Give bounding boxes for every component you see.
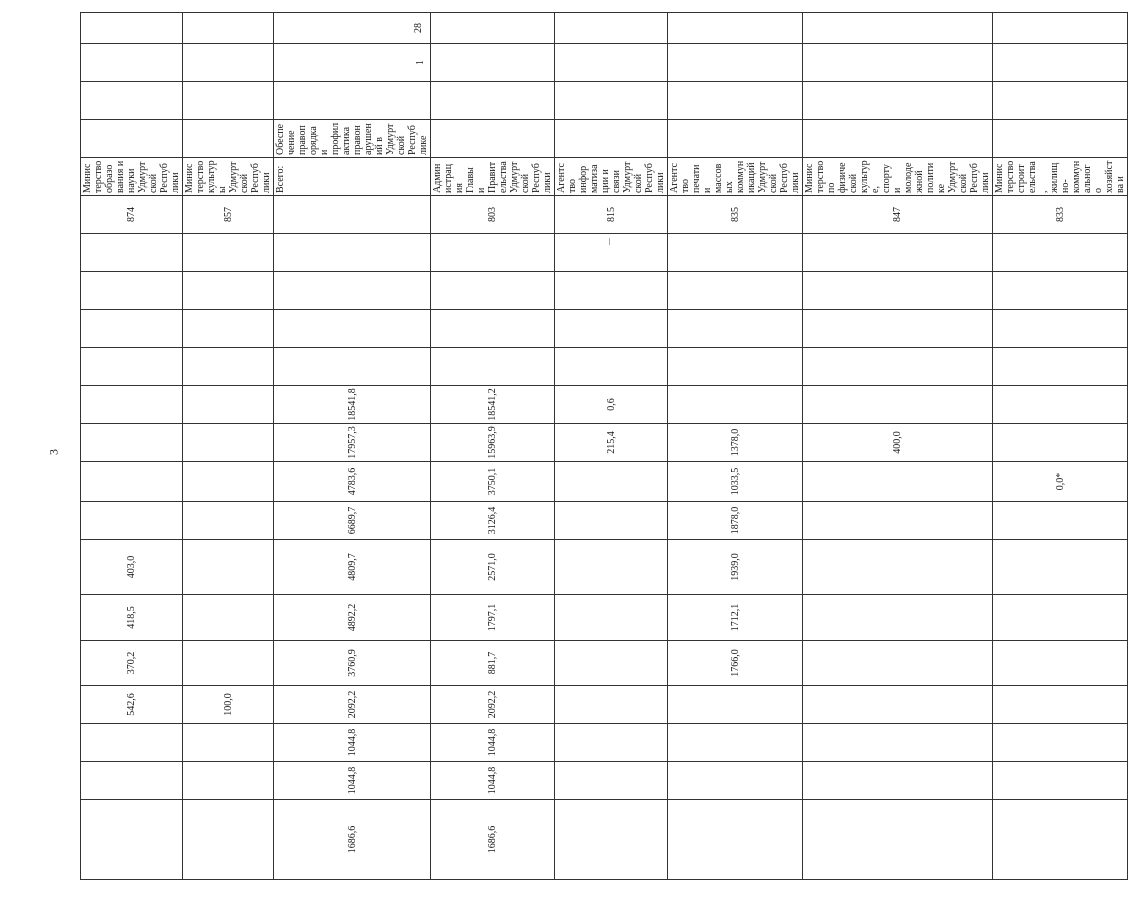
value-cell xyxy=(431,272,555,310)
row-number-cell xyxy=(555,13,668,44)
value-cell xyxy=(993,386,1128,424)
value-cell: 2092,2 xyxy=(431,686,555,724)
program-name-cell xyxy=(668,120,803,158)
value-cell: 17957,3 xyxy=(274,424,431,462)
value-cell: 418,5 xyxy=(81,595,183,641)
row-number-cell xyxy=(183,13,274,44)
value-cell xyxy=(993,234,1128,272)
value-cell xyxy=(274,310,431,348)
value-cell xyxy=(555,686,668,724)
value-cell xyxy=(555,724,668,762)
value-cell xyxy=(993,800,1128,880)
table-row xyxy=(668,13,803,880)
value-cell xyxy=(668,762,803,800)
rotated-table-container xyxy=(80,15,1126,880)
value-cell xyxy=(993,641,1128,686)
value-cell xyxy=(183,424,274,462)
value-cell xyxy=(183,310,274,348)
row-number-cell xyxy=(81,13,183,44)
value-cell: 6689,7 xyxy=(274,502,431,540)
program-name-cell xyxy=(431,120,555,158)
value-cell xyxy=(993,424,1128,462)
value-cell xyxy=(81,800,183,880)
value-cell xyxy=(803,310,993,348)
value-cell: 18541,2 xyxy=(431,386,555,424)
value-cell xyxy=(803,724,993,762)
value-cell: 0,6 xyxy=(555,386,668,424)
value-cell xyxy=(81,462,183,502)
empty-cell xyxy=(993,82,1128,120)
program-name-cell xyxy=(81,120,183,158)
row-number-cell: 28 xyxy=(274,13,431,44)
subprogram-number-cell xyxy=(993,44,1128,82)
value-cell xyxy=(803,386,993,424)
value-cell xyxy=(183,800,274,880)
program-name-cell: Обеспечение правопорядка и профилактика правонарушений в Удмуртской Республике xyxy=(274,120,431,158)
value-cell: 4809,7 xyxy=(274,540,431,595)
executor-name-cell: Министерство строительства, жилищно-коммунального хозяйства и xyxy=(993,158,1128,196)
value-cell xyxy=(183,724,274,762)
table-row xyxy=(81,13,183,880)
value-cell xyxy=(81,272,183,310)
ministry-code-cell: 833 xyxy=(993,196,1128,234)
value-cell: 1378,0 xyxy=(668,424,803,462)
value-cell xyxy=(668,272,803,310)
value-cell xyxy=(431,310,555,348)
ministry-code-cell: 835 xyxy=(668,196,803,234)
value-cell: 403,0 xyxy=(81,540,183,595)
program-name-cell xyxy=(803,120,993,158)
value-cell: 2571,0 xyxy=(431,540,555,595)
row-number-cell xyxy=(668,13,803,44)
value-cell: 3750,1 xyxy=(431,462,555,502)
value-cell xyxy=(183,595,274,641)
value-cell: 1044,8 xyxy=(274,762,431,800)
value-cell xyxy=(183,540,274,595)
value-cell: 1044,8 xyxy=(431,724,555,762)
value-cell xyxy=(803,686,993,724)
empty-cell xyxy=(555,82,668,120)
value-cell xyxy=(993,540,1128,595)
value-cell xyxy=(555,348,668,386)
value-cell xyxy=(993,310,1128,348)
value-cell: 4892,2 xyxy=(274,595,431,641)
value-cell xyxy=(993,502,1128,540)
value-cell xyxy=(803,641,993,686)
value-cell xyxy=(555,502,668,540)
value-cell: 1939,0 xyxy=(668,540,803,595)
value-cell xyxy=(803,762,993,800)
value-cell: 0,0* xyxy=(993,462,1128,502)
value-cell xyxy=(668,234,803,272)
value-cell xyxy=(183,462,274,502)
value-cell: 18541,8 xyxy=(274,386,431,424)
program-name-cell xyxy=(993,120,1128,158)
value-cell: 370,2 xyxy=(81,641,183,686)
value-cell xyxy=(668,348,803,386)
value-cell xyxy=(803,272,993,310)
value-cell xyxy=(803,595,993,641)
value-cell xyxy=(993,272,1128,310)
value-cell: 100,0 xyxy=(183,686,274,724)
budget-table xyxy=(80,12,1128,880)
value-cell xyxy=(668,686,803,724)
table-row xyxy=(274,13,431,880)
value-cell: 1044,8 xyxy=(274,724,431,762)
value-cell: 3126,4 xyxy=(431,502,555,540)
value-cell xyxy=(183,272,274,310)
value-cell xyxy=(668,724,803,762)
value-cell xyxy=(183,234,274,272)
subprogram-number-cell xyxy=(81,44,183,82)
executor-name-cell: Агентство печати и массовых коммуникаций Удмуртской Республики xyxy=(668,158,803,196)
value-cell: 2092,2 xyxy=(274,686,431,724)
value-cell xyxy=(183,348,274,386)
ministry-code-cell: 847 xyxy=(803,196,993,234)
value-cell xyxy=(555,762,668,800)
value-cell: 1044,8 xyxy=(431,762,555,800)
ministry-code-cell: 874 xyxy=(81,196,183,234)
table-row xyxy=(993,13,1128,880)
empty-cell xyxy=(183,82,274,120)
table-row xyxy=(803,13,993,880)
subprogram-number-cell xyxy=(803,44,993,82)
value-cell xyxy=(993,348,1128,386)
value-cell xyxy=(668,800,803,880)
empty-cell xyxy=(81,82,183,120)
value-cell xyxy=(81,234,183,272)
value-cell: 1686,6 xyxy=(431,800,555,880)
empty-cell xyxy=(668,82,803,120)
value-cell xyxy=(555,800,668,880)
value-cell xyxy=(803,540,993,595)
value-cell xyxy=(993,762,1128,800)
value-cell: 1712,1 xyxy=(668,595,803,641)
value-cell xyxy=(993,595,1128,641)
value-cell xyxy=(993,686,1128,724)
empty-cell xyxy=(803,82,993,120)
executor-name-cell: Агентство информатизации и связи Удмуртской Республики xyxy=(555,158,668,196)
row-number-cell xyxy=(431,13,555,44)
value-cell xyxy=(81,724,183,762)
value-cell xyxy=(668,386,803,424)
value-cell: 1797,1 xyxy=(431,595,555,641)
value-cell xyxy=(431,348,555,386)
value-cell xyxy=(274,234,431,272)
subprogram-number-cell xyxy=(555,44,668,82)
ministry-code-cell: 815 xyxy=(555,196,668,234)
value-cell xyxy=(668,310,803,348)
value-cell xyxy=(81,348,183,386)
value-cell xyxy=(431,234,555,272)
value-cell xyxy=(274,348,431,386)
subprogram-number-cell xyxy=(431,44,555,82)
table-row xyxy=(183,13,274,880)
value-cell xyxy=(81,502,183,540)
value-cell xyxy=(81,424,183,462)
value-cell xyxy=(803,502,993,540)
program-name-cell xyxy=(183,120,274,158)
value-cell xyxy=(183,762,274,800)
value-cell xyxy=(555,310,668,348)
value-cell: 1686,6 xyxy=(274,800,431,880)
table-row xyxy=(555,13,668,880)
value-cell xyxy=(183,502,274,540)
subprogram-number-cell: 1 xyxy=(274,44,431,82)
page-number: 3 xyxy=(46,449,61,455)
empty-cell xyxy=(431,82,555,120)
empty-cell xyxy=(274,82,431,120)
value-cell xyxy=(555,595,668,641)
value-cell: 215,4 xyxy=(555,424,668,462)
value-cell xyxy=(993,724,1128,762)
value-cell: 542,6 xyxy=(81,686,183,724)
ministry-code-cell xyxy=(274,196,431,234)
executor-name-cell: Министерство культуры Удмуртской Республики xyxy=(183,158,274,196)
value-cell xyxy=(803,800,993,880)
value-cell xyxy=(81,762,183,800)
value-cell: 1878,0 xyxy=(668,502,803,540)
value-cell xyxy=(555,540,668,595)
ministry-code-cell: 857 xyxy=(183,196,274,234)
value-cell xyxy=(555,234,668,272)
value-cell: 4783,6 xyxy=(274,462,431,502)
executor-name-cell: Министерство образования и науки Удмуртской Республики xyxy=(81,158,183,196)
subprogram-number-cell xyxy=(183,44,274,82)
value-cell xyxy=(555,641,668,686)
value-cell xyxy=(274,272,431,310)
ministry-code-cell: 803 xyxy=(431,196,555,234)
executor-name-cell: Всего: xyxy=(274,158,431,196)
executor-name-cell: Министерство по физической культуре, спорту и молодежной политике Удмуртской Республики xyxy=(803,158,993,196)
value-cell xyxy=(803,462,993,502)
value-cell xyxy=(803,234,993,272)
value-cell: 881,7 xyxy=(431,641,555,686)
subprogram-number-cell xyxy=(668,44,803,82)
value-cell xyxy=(81,310,183,348)
value-cell xyxy=(81,386,183,424)
value-cell xyxy=(555,272,668,310)
program-name-cell xyxy=(555,120,668,158)
value-cell: 400,0 xyxy=(803,424,993,462)
value-cell xyxy=(183,386,274,424)
value-cell: 15963,9 xyxy=(431,424,555,462)
value-cell: 1766,0 xyxy=(668,641,803,686)
value-cell xyxy=(555,462,668,502)
value-cell: 1033,5 xyxy=(668,462,803,502)
executor-name-cell: Администрация Главы и Правительства Удмуртской Республики xyxy=(431,158,555,196)
table-row xyxy=(431,13,555,880)
value-cell xyxy=(183,641,274,686)
value-cell xyxy=(803,348,993,386)
row-number-cell xyxy=(993,13,1128,44)
value-cell: 3760,9 xyxy=(274,641,431,686)
row-number-cell xyxy=(803,13,993,44)
